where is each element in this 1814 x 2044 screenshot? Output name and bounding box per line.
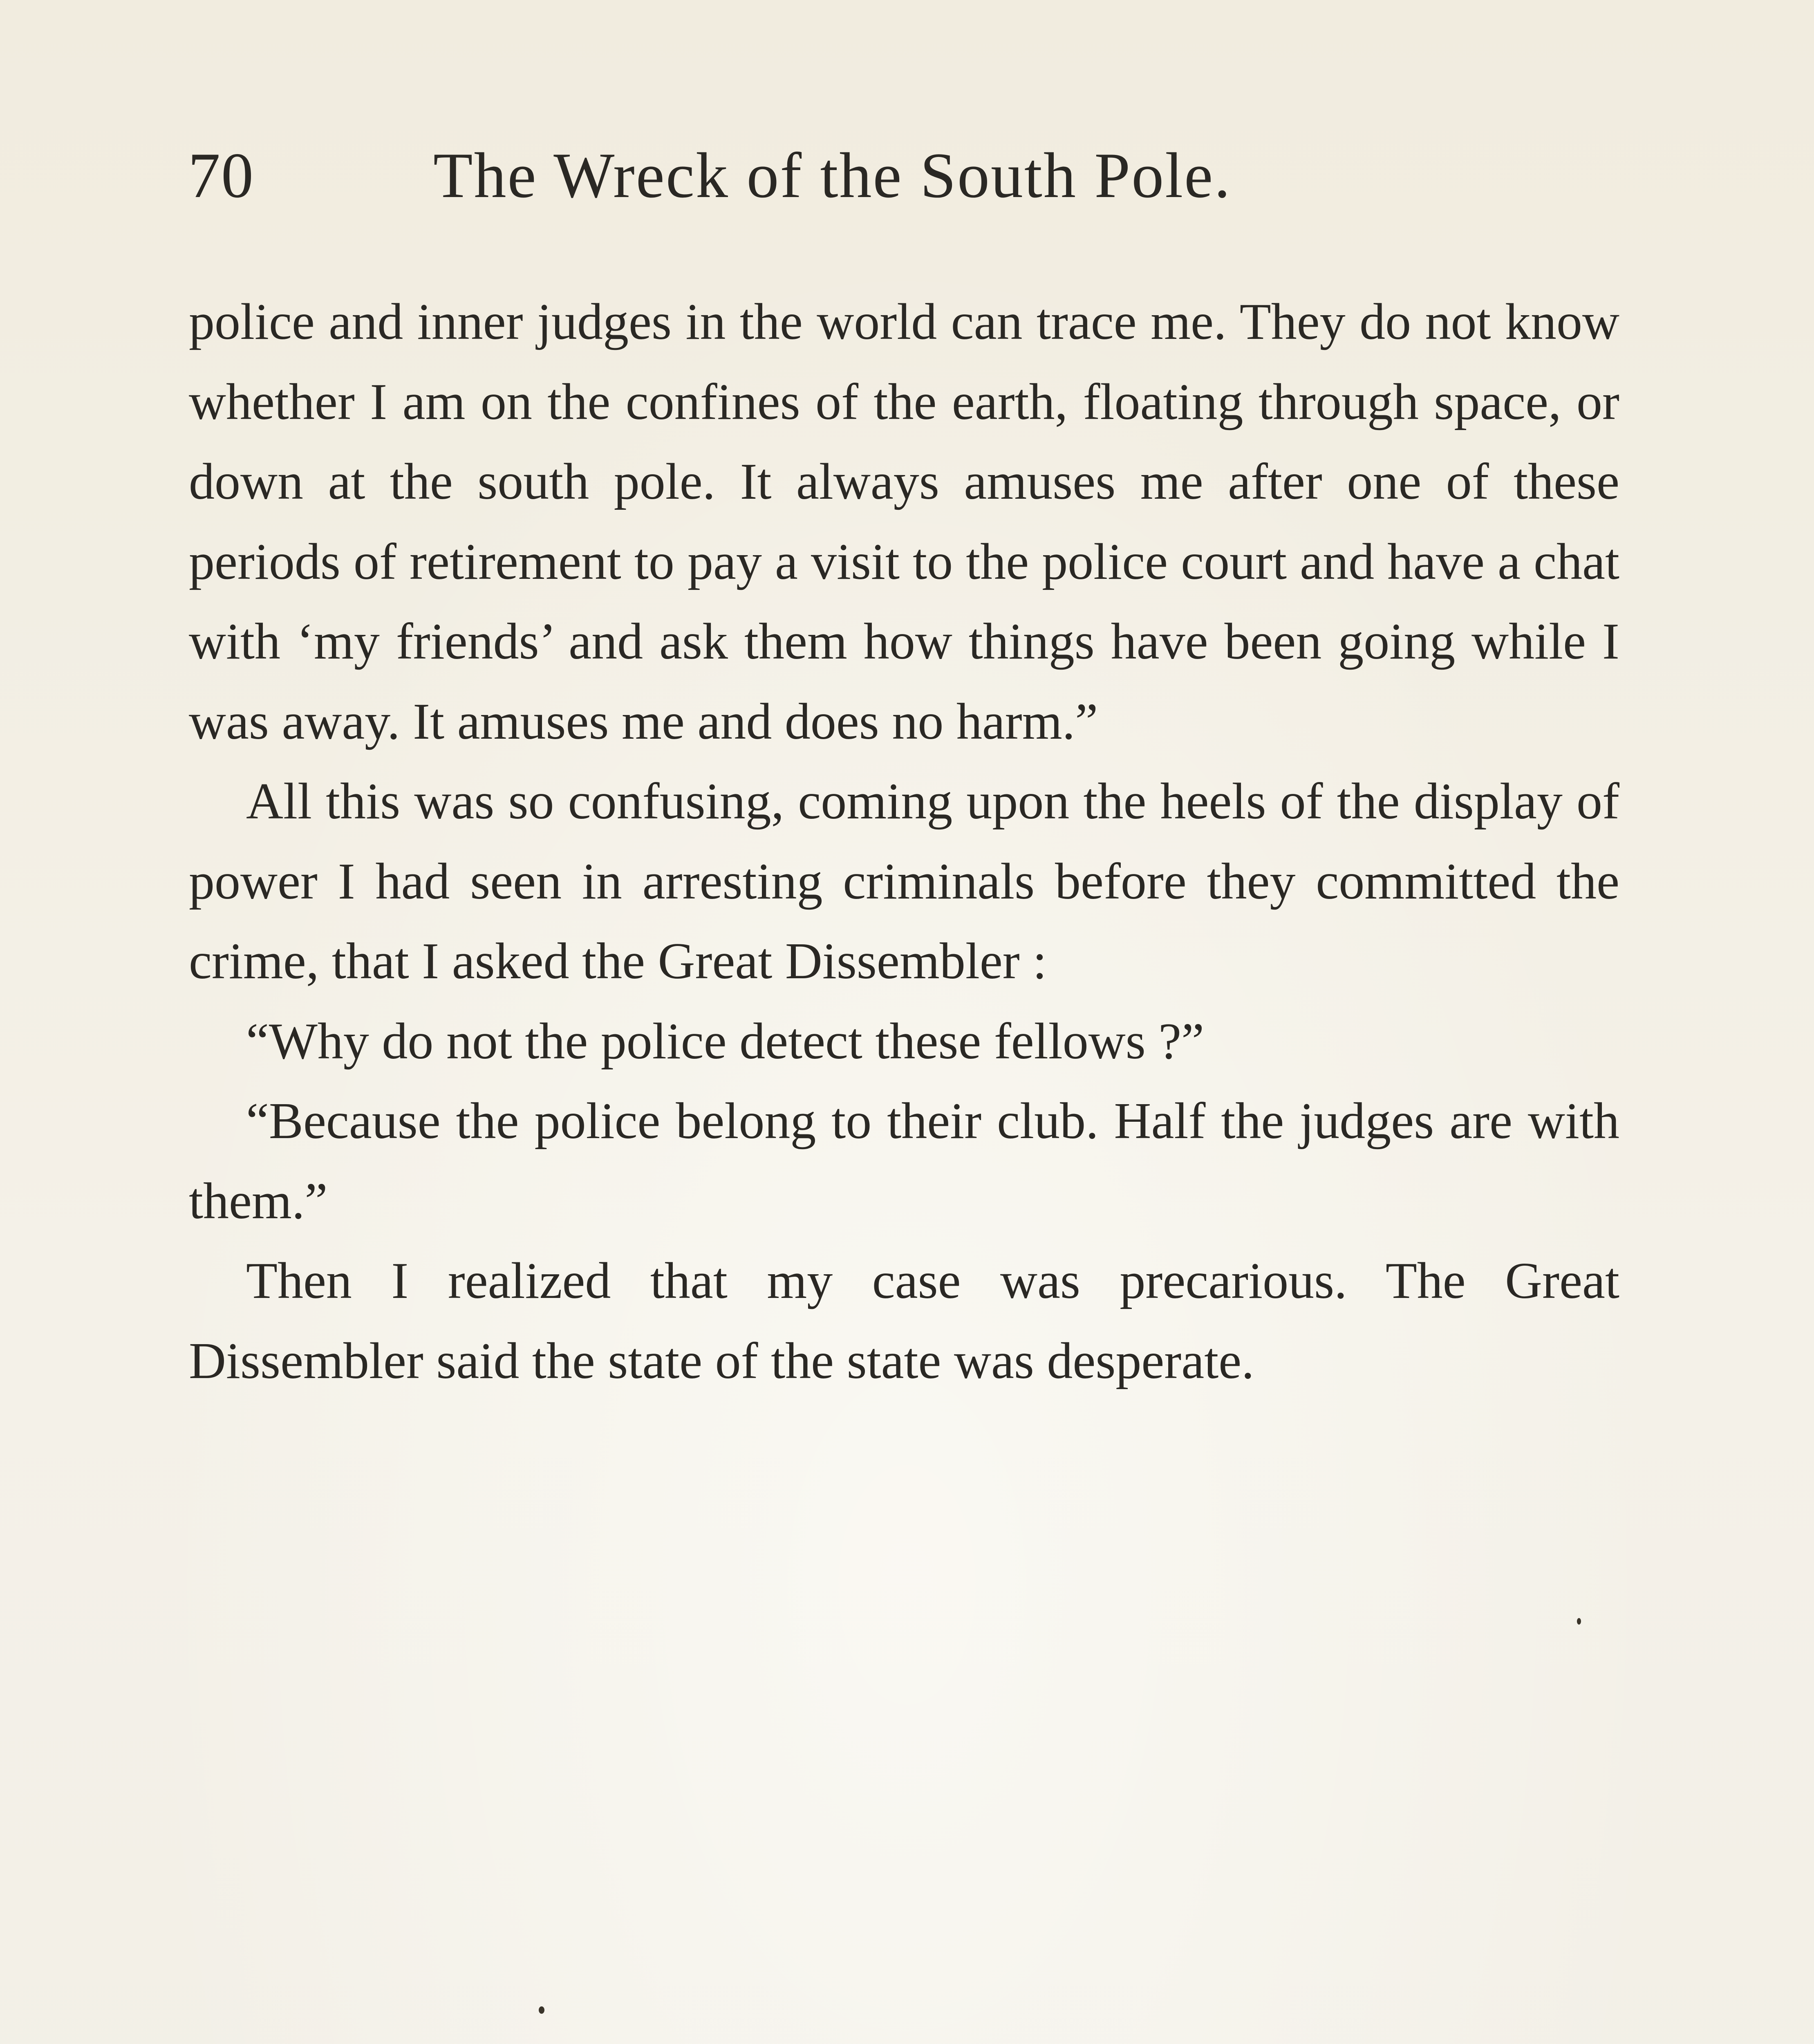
paragraph: “Why do not the police detect these fellows ?” [246, 1013, 1205, 1070]
running-title: The Wreck of the South Pole. [433, 140, 1232, 211]
paragraph: police and inner judges in the world can trace me. They do not know whether I am on the confines of the earth, floating through space, or down at the south pole. It always amuses me after one of these periods of retirement to pay a visit to the police court and have a chat with ‘my friends’ and ask them how things have been going while I was away. It amuses me and does no harm.” [189, 294, 1619, 750]
paragraph: All this was so confusing, coming upon the heels of the display of power I had seen in arresting criminals before they committed the crime, that I asked the Great Dissembler : [189, 773, 1619, 990]
paragraph: Then I realized that my case was precarious. The Great Dissembler said the state of the state was desperate. [189, 1253, 1619, 1390]
page-header [188, 135, 1619, 217]
paper-speck [539, 2006, 544, 2014]
paragraph: “Because the police belong to their club. Half the judges are with them.” [189, 1093, 1619, 1230]
body-text [189, 282, 1619, 1401]
page-number: 70 [188, 140, 254, 211]
paper-speck [1577, 1618, 1581, 1625]
